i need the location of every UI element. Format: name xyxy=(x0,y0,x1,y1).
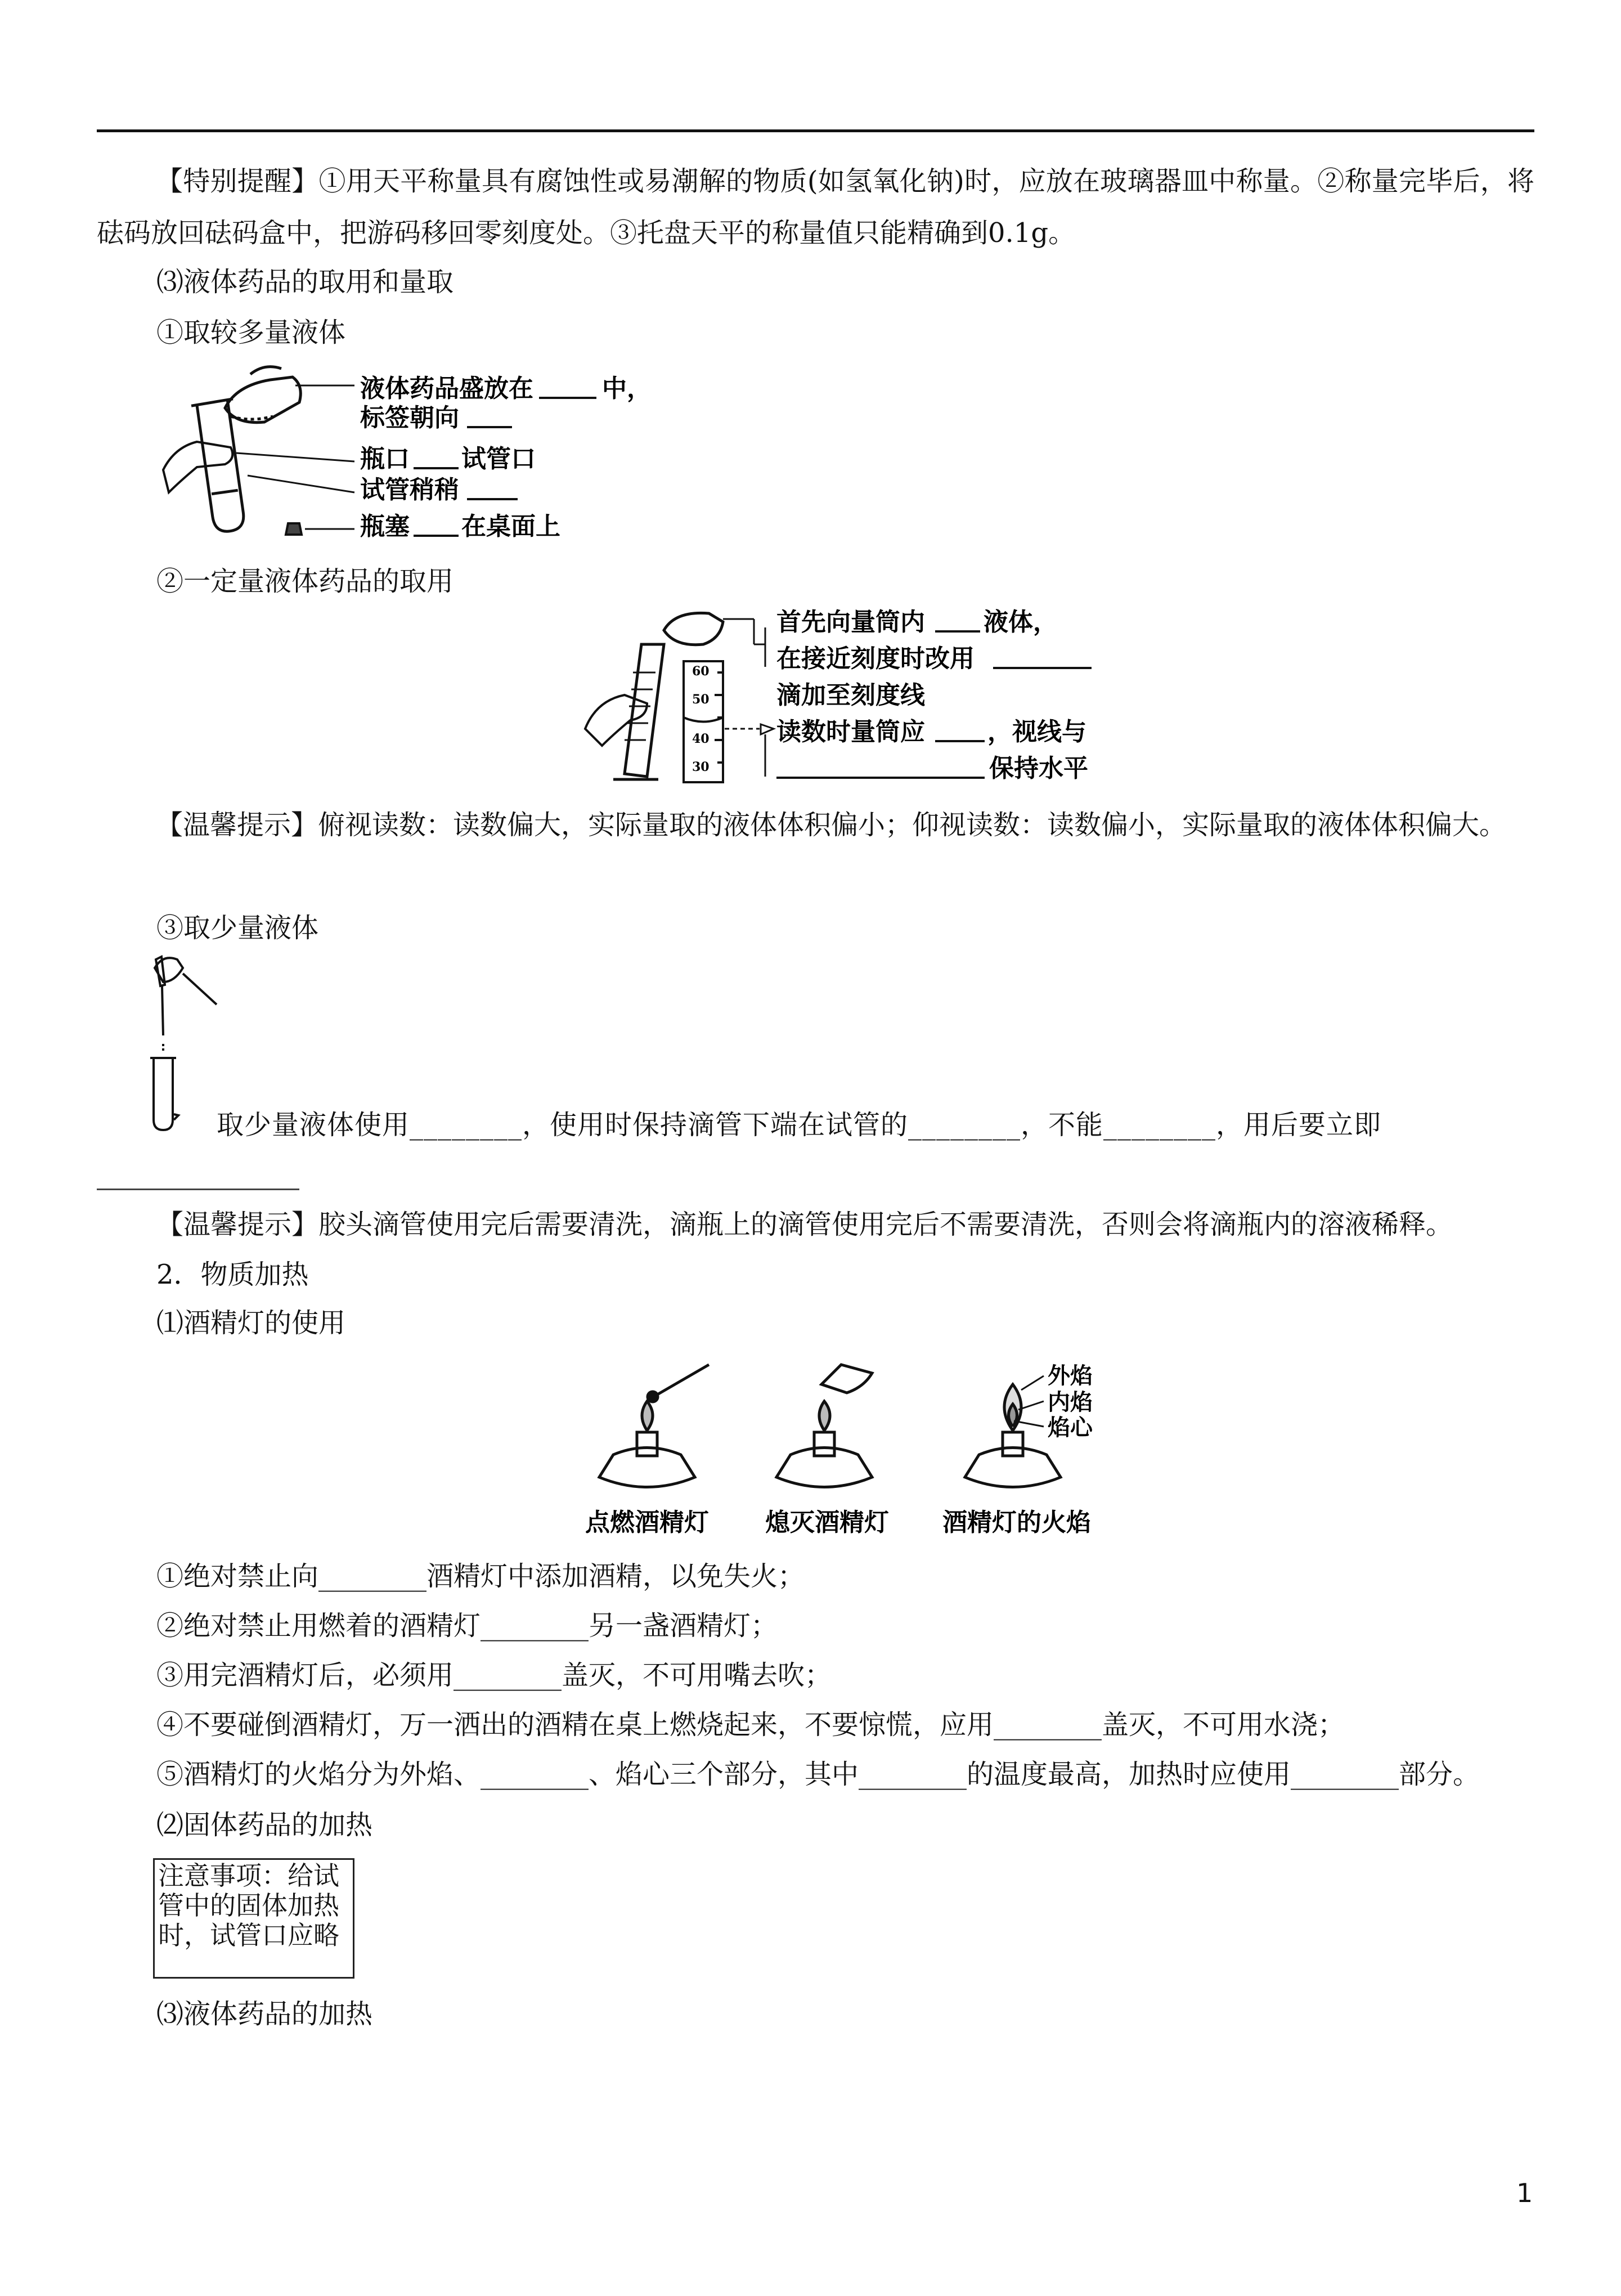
section-heating: 2．物质加热 xyxy=(156,1259,309,1290)
lamp-rule-2: ②绝对禁止用燃着的酒精灯________另一盏酒精灯； xyxy=(156,1610,778,1642)
flame-outer-label: 外焰 xyxy=(1048,1362,1093,1389)
lamp-lighting-drawing xyxy=(599,1365,709,1487)
top-rule xyxy=(97,129,1534,132)
fig1-label-comma: 中， xyxy=(602,374,652,403)
heading-take-less-liquid: ③取少量液体 xyxy=(156,912,319,944)
dropper-usage-sentence: 取少量液体使用________，使用时保持滴管下端在试管的________，不能________，用后要立即 xyxy=(217,1109,1382,1141)
heading-take-fixed-liquid: ②一定量液体药品的取用 xyxy=(156,566,454,597)
fig1-label-bottle-mouth: 瓶口 xyxy=(360,445,410,473)
fig1-label-label-direction: 标签朝向 xyxy=(360,403,459,432)
graduated-cylinder-figure xyxy=(580,605,1108,791)
fig2-label-sightline: ，视线与 xyxy=(987,718,1086,746)
section-liquid-handling: ⑶液体药品的取用和量取 xyxy=(156,266,454,298)
lamp-flame-parts-drawing xyxy=(965,1376,1061,1487)
heading-take-more-liquid: ①取较多量液体 xyxy=(156,317,346,348)
answer-blank-line xyxy=(97,1189,299,1190)
fig2-label-keep-level: 保持水平 xyxy=(989,754,1088,783)
bottle-stopper-drawing xyxy=(286,523,302,535)
scale-40: 40 xyxy=(692,732,710,746)
special-reminder-paragraph: 【特别提醒】①用天平称量具有腐蚀性或易潮解的物质(如氢氧化钠)时，应放在玻璃器皿中称量。②称量完毕后，将砝码放回砝码盒中，把游码移回零刻度处。③托盘天平的称量值只能精确到0.1g。 xyxy=(97,165,1534,249)
fig2-label-liquid: 液体， xyxy=(984,608,1058,636)
caption-light-lamp: 点燃酒精灯 xyxy=(585,1508,709,1537)
hand-drawing xyxy=(163,442,232,492)
caption-lamp-flame: 酒精灯的火焰 xyxy=(942,1508,1091,1537)
lamp-rule-3: ③用完酒精灯后，必须用________盖灭，不可用嘴去吹； xyxy=(156,1660,832,1691)
fig1-label-tube-tilt: 试管稍稍 xyxy=(360,476,459,504)
scale-60: 60 xyxy=(692,664,710,679)
fig1-label-on-table: 在桌面上 xyxy=(461,512,560,541)
flame-inner-label: 内焰 xyxy=(1048,1389,1093,1415)
page-number: 1 xyxy=(1516,2178,1533,2208)
fig2-label-switch-to: 在接近刻度时改用 xyxy=(776,644,975,673)
solid-heating-note-box: 注意事项：给试管中的固体加热时，试管口应略 xyxy=(153,1858,354,1979)
heading-solid-heating: ⑵固体药品的加热 xyxy=(156,1809,373,1841)
scale-30: 30 xyxy=(692,760,710,774)
fig1-label-container: 液体药品盛放在 xyxy=(360,374,533,403)
heading-liquid-heating: ⑶液体药品的加热 xyxy=(156,1998,373,2030)
caption-extinguish-lamp: 熄灭酒精灯 xyxy=(765,1508,889,1537)
scale-50: 50 xyxy=(692,692,710,707)
test-tube-drawing-2 xyxy=(154,1058,173,1130)
pour-liquid-figure xyxy=(152,363,652,549)
reagent-bottle-drawing xyxy=(225,367,300,423)
eye-icon xyxy=(761,724,774,734)
pour-bottle-drawing xyxy=(664,613,723,644)
dropper-tube xyxy=(162,986,163,1035)
lamp-rule-1: ①绝对禁止向________酒精灯中添加酒精，以免失火； xyxy=(156,1560,805,1592)
fig2-label-first-pour: 首先向量筒内 xyxy=(776,608,925,636)
fig1-label-tube-mouth: 试管口 xyxy=(461,445,536,473)
lamp-rule-4: ④不要碰倒酒精灯，万一洒出的酒精在桌上燃烧起来，不要惊慌，应用________盖灭，不可用水浇； xyxy=(156,1709,1345,1741)
flame-core-label: 焰心 xyxy=(1048,1414,1093,1441)
fig2-label-reading: 读数时量筒应 xyxy=(776,718,925,746)
fig1-label-stopper: 瓶塞 xyxy=(360,512,410,541)
dropper-cleaning-tip: 【温馨提示】胶头滴管使用完后需要清洗，滴瓶上的滴管使用完后不需要清洗，否则会将滴瓶内的溶液稀释。 xyxy=(156,1209,1453,1240)
fig2-label-drop-to-line: 滴加至刻度线 xyxy=(776,681,925,710)
heading-alcohol-lamp: ⑴酒精灯的使用 xyxy=(156,1307,346,1339)
reading-tip-paragraph: 【温馨提示】俯视读数：读数偏大，实际量取的液体体积偏小；仰视读数：读数偏小，实际量取的液体体积偏大。 xyxy=(156,809,1507,841)
lamp-rule-5: ⑤酒精灯的火焰分为外焰、________、焰心三个部分，其中________的温度最高，加热时应使用________部分。 xyxy=(156,1759,1480,1790)
hand-drawing-2 xyxy=(585,695,647,746)
lamp-extinguish-drawing xyxy=(776,1365,872,1487)
cylinder-drawing xyxy=(613,644,664,779)
alcohol-lamp-figure xyxy=(574,1362,1114,1548)
